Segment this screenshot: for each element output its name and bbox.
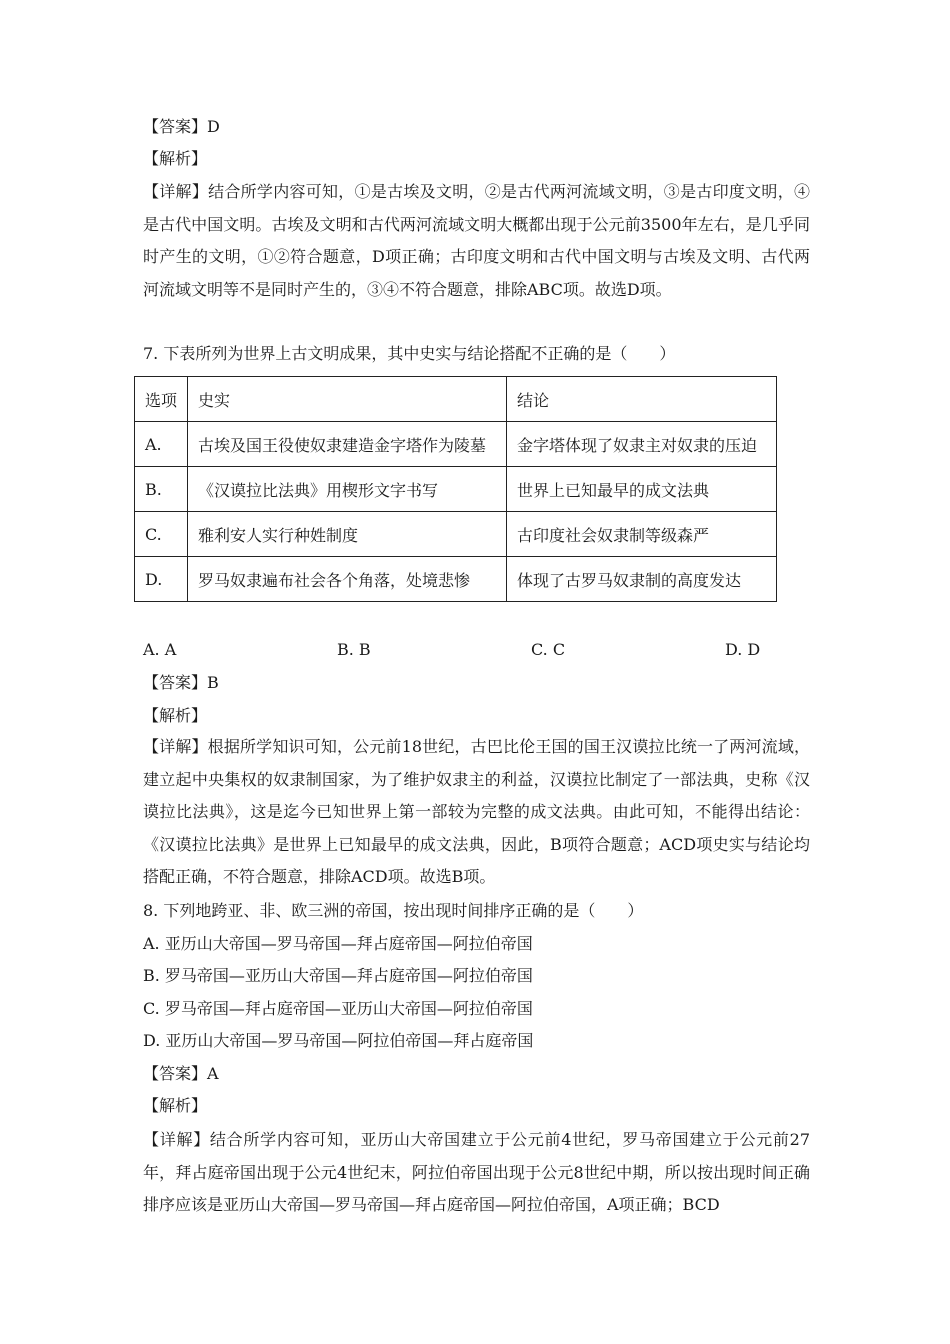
q8-stem: 8. 下列地跨亚、非、欧三洲的帝国，按出现时间排序正确的是（ ） — [143, 901, 644, 920]
q7-answer: 【答案】B — [143, 673, 219, 692]
table-row — [135, 512, 777, 557]
table-cell-option: B. — [135, 467, 188, 512]
q7-option-d: D. D — [725, 640, 761, 659]
q7-option-c: C. C — [531, 640, 566, 659]
q7-table — [134, 376, 777, 602]
table-cell-conclusion: 世界上已知最早的成文法典 — [507, 467, 777, 512]
table-row — [135, 557, 777, 602]
q8-analysis-label: 【解析】 — [143, 1096, 208, 1115]
table-cell-option: C. — [135, 512, 188, 557]
q7-option-a: A. A — [143, 640, 177, 659]
table-cell-fact: 罗马奴隶遍布社会各个角落，处境悲惨 — [188, 557, 507, 602]
q8-option-a: A. 亚历山大帝国—罗马帝国—拜占庭帝国—阿拉伯帝国 — [143, 934, 533, 953]
table-header-conclusion: 结论 — [507, 377, 777, 422]
q7-analysis-label: 【解析】 — [143, 706, 208, 725]
q7-detail: 【详解】根据所学知识可知，公元前18世纪，古巴比伦王国的国王汉谟拉比统一了两河流域，建立起中央集权的奴隶制国家，为了维护奴隶主的利益，汉谟拉比制定了一部法典，史称《汉谟拉比法典》，这是迄今已知世界上第一部较为完整的成文法典。由此可知，不能得出结论：《汉谟拉比法典》是世界上已知最早的成文法典，因此，B项符合题意；ACD项史实与结论均搭配正确，不符合题意，排除ACD项。故选B项。 — [143, 737, 810, 887]
table-cell-fact: 雅利安人实行种姓制度 — [188, 512, 507, 557]
q6-detail: 【详解】结合所学内容可知，①是古埃及文明，②是古代两河流域文明，③是古印度文明，④是古代中国文明。古埃及文明和古代两河流域文明大概都出现于公元前3500年左右，是几乎同时产生的文明，①②符合题意，D项正确；古印度文明和古代中国文明与古埃及文明、古代两河流域文明等不是同时产生的，③④不符合题意，排除ABC项。故选D项。 — [143, 182, 810, 299]
q8-option-d: D. 亚历山大帝国—罗马帝国—阿拉伯帝国—拜占庭帝国 — [143, 1031, 534, 1050]
table-cell-conclusion: 体现了古罗马奴隶制的高度发达 — [507, 557, 777, 602]
q8-option-b: B. 罗马帝国—亚历山大帝国—拜占庭帝国—阿拉伯帝国 — [143, 966, 533, 985]
table-cell-option: A. — [135, 422, 188, 467]
table-row — [135, 422, 777, 467]
table-header-fact: 史实 — [188, 377, 507, 422]
table-header-row — [135, 377, 777, 422]
table-cell-fact: 古埃及国王役使奴隶建造金字塔作为陵墓 — [188, 422, 507, 467]
table-cell-conclusion: 古印度社会奴隶制等级森严 — [507, 512, 777, 557]
table-cell-conclusion: 金字塔体现了奴隶主对奴隶的压迫 — [507, 422, 777, 467]
q8-answer: 【答案】A — [143, 1064, 219, 1083]
q8-option-c: C. 罗马帝国—拜占庭帝国—亚历山大帝国—阿拉伯帝国 — [143, 999, 533, 1018]
q6-analysis-label: 【解析】 — [143, 149, 208, 168]
q7-stem: 7. 下表所列为世界上古文明成果，其中史实与结论搭配不正确的是（ ） — [143, 344, 676, 363]
table-cell-option: D. — [135, 557, 188, 602]
table-header-option: 选项 — [135, 377, 188, 422]
table-row — [135, 467, 777, 512]
table-cell-fact: 《汉谟拉比法典》用楔形文字书写 — [188, 467, 507, 512]
q6-answer: 【答案】D — [143, 117, 220, 136]
q8-detail: 【详解】结合所学内容可知，亚历山大帝国建立于公元前4世纪，罗马帝国建立于公元前27年，拜占庭帝国出现于公元4世纪末，阿拉伯帝国出现于公元8世纪中期，所以按出现时间正确排序应该是亚历山大帝国—罗马帝国—拜占庭帝国—阿拉伯帝国，A项正确；BCD — [143, 1130, 810, 1215]
q7-option-b: B. B — [337, 640, 371, 659]
